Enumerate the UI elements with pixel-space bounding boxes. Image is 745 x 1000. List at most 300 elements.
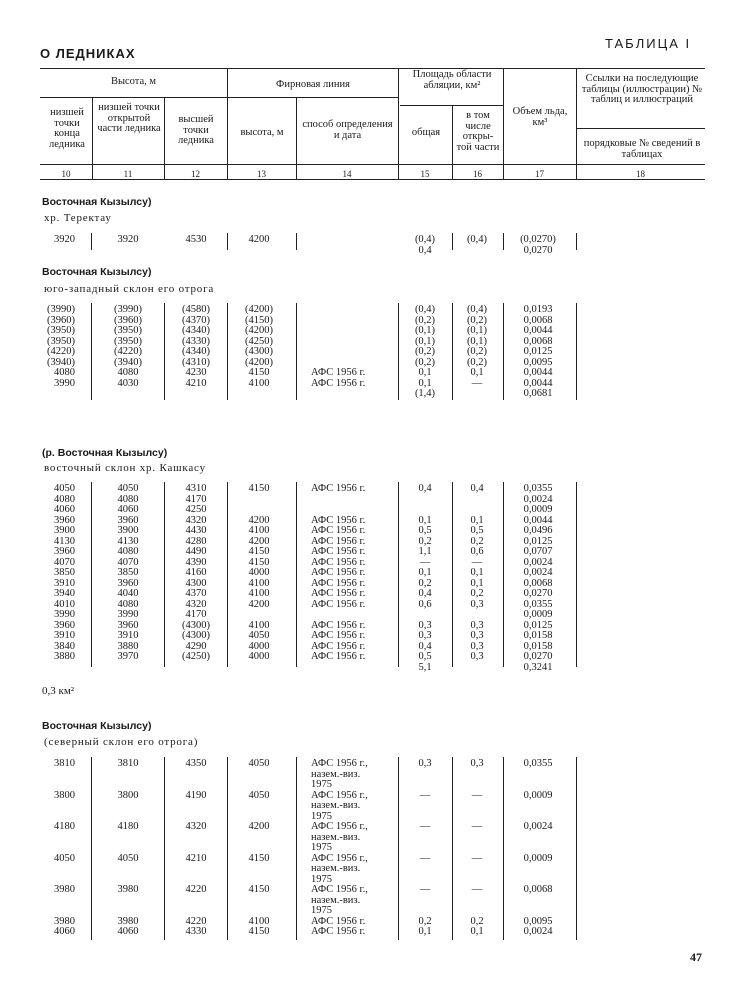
page-title: О ЛЕДНИКАХ — [40, 46, 136, 61]
table-row — [0, 759, 745, 769]
cell-firn-method: АФС 1956 г., — [311, 884, 368, 895]
table-row — [0, 505, 745, 515]
cell-high-point-height: 4250 — [185, 504, 207, 515]
cell-firn-height: 4150 — [248, 546, 270, 557]
body-divider — [227, 482, 228, 667]
cell-low-open-height: 4080 — [117, 367, 139, 378]
body-divider — [296, 233, 297, 250]
cell-ablation-area-open: (0,2) — [466, 346, 488, 357]
cell-low-end-height: 3960 — [54, 546, 75, 557]
cell-ablation-area-open: 0,2 — [470, 535, 484, 547]
cell-low-end-height: 4060 — [54, 926, 75, 937]
cell-firn-method: назем.-виз. — [311, 800, 361, 811]
cell-firn-method: назем.-виз. — [311, 831, 361, 843]
body-divider — [227, 757, 228, 940]
cell-ablation-area-open: 0,3 — [470, 640, 484, 652]
body-divider — [296, 757, 297, 940]
cell-high-point-height: 4320 — [185, 821, 207, 832]
table-row — [0, 368, 745, 378]
cell-low-end-height: 3960 — [54, 514, 75, 526]
cell-firn-method: АФС 1956 г. — [311, 915, 366, 927]
cell-high-point-height: 4350 — [185, 758, 207, 769]
cell-firn-method: АФС 1956 г. — [311, 619, 366, 631]
cell-low-open-height: 3960 — [117, 514, 139, 526]
cell-ice-volume: 0,0068 — [523, 335, 553, 347]
cell-ice-volume: 0,0009 — [523, 789, 553, 801]
body-divider — [164, 482, 165, 667]
section-subtitle: (северный склон его отрога) — [44, 736, 199, 748]
table-row — [0, 885, 745, 895]
cell-low-open-height: 3920 — [117, 234, 139, 245]
table-row — [0, 780, 745, 790]
cell-high-point-height: 4530 — [185, 234, 207, 245]
cell-high-point-height: 4280 — [185, 535, 207, 547]
cell-ablation-area-open: — — [471, 556, 483, 568]
cell-low-end-height: 3850 — [54, 567, 75, 578]
cell-ice-volume: 0,0044 — [523, 325, 553, 336]
table-row — [0, 568, 745, 578]
cell-low-end-height: 3880 — [54, 651, 75, 662]
cell-ablation-area-open: 0,3 — [470, 651, 484, 662]
cell-ablation-area-open: 0,3 — [470, 758, 484, 769]
table-row — [0, 337, 745, 347]
cell-ablation-area-total: 0,4 — [418, 483, 432, 494]
table-row — [0, 316, 745, 326]
cell-high-point-height: 4320 — [185, 514, 207, 526]
cell-ice-volume: 0,0270 — [523, 244, 553, 256]
cell-firn-method: назем.-виз. — [311, 894, 361, 906]
table-row — [0, 347, 745, 357]
cell-ablation-area-total: 0,5 — [418, 525, 432, 536]
cell-firn-height: 4200 — [248, 514, 270, 526]
table-row — [0, 235, 745, 245]
cell-ablation-area-total: 0,1 — [418, 926, 432, 937]
cell-firn-height: 4100 — [248, 588, 270, 599]
colnum-10: 10 — [61, 169, 71, 179]
header-col-13: высота, м — [240, 127, 284, 138]
cell-low-end-height: 3980 — [54, 915, 75, 927]
cell-ablation-area-open: — — [471, 821, 483, 832]
table-row — [0, 854, 745, 864]
cell-ablation-area-open: (0,4) — [466, 234, 488, 245]
header-col-11: низшей точки открытой части ледника — [97, 102, 161, 134]
cell-high-point-height: (4310) — [182, 356, 210, 368]
cell-high-point-height: 4170 — [185, 609, 207, 620]
body-divider — [398, 757, 399, 940]
cell-firn-height: 4050 — [248, 789, 270, 801]
header-group-area: Площадь области абляции, км² — [412, 69, 492, 91]
table-label: ТАБЛИЦА I — [605, 36, 692, 51]
cell-ablation-area-open: 0,4 — [470, 483, 484, 494]
cell-firn-height: 4100 — [248, 915, 270, 927]
cell-firn-method: АФС 1956 г. — [311, 377, 366, 389]
cell-firn-method: АФС 1956 г. — [311, 367, 366, 378]
cell-ice-volume: 0,0009 — [523, 852, 553, 864]
cell-low-end-height: 4010 — [54, 598, 75, 610]
body-divider — [576, 233, 577, 250]
cell-high-point-height: (4300) — [182, 619, 210, 631]
table-row — [0, 642, 745, 652]
cell-firn-height: 4100 — [248, 377, 270, 389]
cell-ablation-area-open: 0,5 — [470, 525, 484, 536]
body-divider — [91, 757, 92, 940]
cell-ablation-area-total: 0,5 — [418, 651, 432, 662]
cell-firn-height: 4200 — [248, 234, 270, 245]
cell-firn-height: 4150 — [248, 367, 270, 378]
cell-ice-volume: 0,0024 — [523, 493, 553, 505]
cell-ablation-area-total: 0,1 — [418, 514, 432, 526]
cell-low-end-height: 4070 — [54, 556, 75, 568]
cell-ablation-area-total: (0,2) — [414, 314, 436, 326]
cell-low-open-height: 4130 — [117, 535, 139, 547]
table-row — [0, 305, 745, 315]
header-col-18: порядковые № сведений в таблицах — [583, 138, 701, 160]
cell-low-open-height: 4080 — [117, 493, 139, 505]
colnum-11: 11 — [123, 169, 133, 179]
cell-low-end-height: 4130 — [54, 535, 75, 547]
table-row — [0, 495, 745, 505]
cell-low-end-height: 3980 — [54, 884, 75, 895]
body-divider — [164, 757, 165, 940]
table-row — [0, 652, 745, 662]
table-row — [0, 791, 745, 801]
cell-low-open-height: 3850 — [117, 567, 139, 578]
colnum-15: 15 — [420, 169, 430, 179]
table-row — [0, 246, 745, 256]
body-divider — [452, 233, 453, 250]
header-top-rule — [40, 68, 705, 69]
body-divider — [227, 303, 228, 400]
cell-low-open-height: 4060 — [117, 926, 139, 937]
cell-low-end-height: (3990) — [47, 304, 75, 315]
body-divider — [503, 757, 504, 940]
body-divider — [227, 233, 228, 250]
cell-ablation-area-open: (0,1) — [466, 325, 488, 336]
cell-firn-method: АФС 1956 г. — [311, 640, 366, 652]
cell-ablation-area-open: 0,3 — [470, 619, 484, 631]
cell-ice-volume: 0,0009 — [523, 609, 553, 620]
cell-high-point-height: 4210 — [185, 377, 207, 389]
table-row — [0, 484, 745, 494]
cell-low-end-height: 3800 — [54, 789, 75, 801]
cell-high-point-height: 4370 — [185, 588, 207, 599]
cell-high-point-height: 4220 — [185, 884, 207, 895]
cell-firn-height: 4150 — [248, 556, 270, 568]
table-row — [0, 600, 745, 610]
colnum-18: 18 — [636, 169, 645, 179]
section-title: Восточная Кызылсу) — [42, 266, 152, 278]
cell-firn-method: 1975 — [311, 873, 332, 885]
cell-firn-height: 4150 — [248, 852, 270, 864]
cell-ablation-area-total: 0,4 — [418, 588, 432, 599]
table-row — [0, 631, 745, 641]
cell-ablation-area-total: — — [419, 852, 431, 864]
cell-ablation-area-open: 0,2 — [470, 588, 484, 599]
header-col-12: высшей точки ледника — [178, 114, 214, 146]
table-row — [0, 864, 745, 874]
cell-low-end-height: (4220) — [47, 346, 75, 357]
header-divider — [296, 97, 297, 179]
cell-ablation-area-open: — — [471, 884, 483, 895]
table-row — [0, 843, 745, 853]
cell-low-open-height: (3950) — [114, 335, 142, 347]
cell-ablation-area-total: 0,2 — [418, 535, 432, 547]
cell-ablation-area-open: — — [471, 377, 483, 389]
cell-ice-volume: 0,0681 — [523, 388, 553, 399]
table-row — [0, 389, 745, 399]
cell-firn-method: 1975 — [311, 842, 332, 853]
table-row — [0, 822, 745, 832]
cell-low-end-height: (3950) — [47, 325, 75, 336]
cell-high-point-height: (4300) — [182, 630, 210, 641]
cell-ablation-area-total: (0,1) — [414, 335, 436, 347]
cell-ablation-area-total: 0,2 — [418, 915, 432, 927]
table-row — [0, 516, 745, 526]
cell-ablation-area-open: 0,1 — [470, 577, 484, 589]
header-col-14: способ определения и дата — [302, 119, 393, 141]
header-col-17: Объем льда, км³ — [512, 106, 568, 128]
cell-ablation-area-total: — — [419, 821, 431, 832]
header-col-16: в том числе откры- той части — [456, 110, 500, 153]
table-row — [0, 537, 745, 547]
cell-ablation-area-open: (0,2) — [466, 314, 488, 326]
cell-firn-method: 1975 — [311, 779, 332, 790]
cell-low-end-height: 3900 — [54, 525, 75, 536]
cell-high-point-height: (4330) — [182, 335, 210, 347]
cell-firn-method: АФС 1956 г. — [311, 525, 366, 536]
cell-ice-volume: 0,0707 — [523, 546, 553, 557]
cell-firn-height: (4200) — [245, 304, 273, 315]
cell-low-open-height: 3960 — [117, 577, 139, 589]
cell-ablation-area-total: 0,1 — [418, 367, 432, 378]
cell-ablation-area-total: 5,1 — [418, 661, 432, 673]
cell-high-point-height: 4430 — [185, 525, 207, 536]
cell-low-open-height: 3990 — [117, 609, 139, 620]
cell-low-open-height: (3990) — [114, 304, 142, 315]
header-group-firn: Фирновая линия — [276, 79, 350, 90]
header-divider — [398, 68, 399, 179]
cell-ice-volume: 0,0270 — [523, 588, 553, 599]
header-refs-rule — [576, 128, 705, 129]
cell-firn-method: 1975 — [311, 810, 332, 822]
cell-ablation-area-open: (0,1) — [466, 335, 488, 347]
cell-firn-height: (4200) — [245, 356, 273, 368]
cell-low-open-height: 4080 — [117, 598, 139, 610]
table-row — [0, 621, 745, 631]
section-title: Восточная Кызылсу) — [42, 720, 152, 732]
cell-ice-volume: 0,0095 — [523, 915, 553, 927]
body-divider — [164, 303, 165, 400]
header-divider — [576, 68, 577, 179]
cell-ice-volume: 0,0158 — [523, 640, 553, 652]
table-row — [0, 833, 745, 843]
cell-ablation-area-open: 0,6 — [470, 546, 484, 557]
cell-low-open-height: 3960 — [117, 619, 139, 631]
table-row — [0, 927, 745, 937]
body-divider — [452, 757, 453, 940]
page-number: 47 — [690, 950, 702, 964]
header-bottom-rule — [40, 164, 705, 165]
cell-low-open-height: (3940) — [114, 356, 142, 368]
table-row — [0, 526, 745, 536]
cell-firn-height: 4150 — [248, 884, 270, 895]
cell-ablation-area-open: 0,2 — [470, 915, 484, 927]
cell-low-end-height: 4180 — [54, 821, 75, 832]
cell-low-open-height: 4040 — [117, 588, 139, 599]
cell-high-point-height: 4290 — [185, 640, 207, 652]
table-row — [0, 558, 745, 568]
cell-low-end-height: (3960) — [47, 314, 75, 326]
cell-ice-volume: 0,0270 — [523, 651, 553, 662]
cell-firn-height: 4150 — [248, 483, 270, 494]
cell-low-end-height: 3960 — [54, 619, 75, 631]
cell-low-open-height: 3880 — [117, 640, 139, 652]
cell-firn-method: АФС 1956 г., — [311, 789, 368, 801]
cell-firn-height: 4100 — [248, 577, 270, 589]
body-divider — [452, 303, 453, 400]
header-divider — [164, 97, 165, 179]
body-divider — [503, 303, 504, 400]
header-col-15: общая — [411, 127, 441, 138]
cell-firn-method: 1975 — [311, 905, 332, 916]
cell-low-end-height: 3990 — [54, 377, 75, 389]
cell-ice-volume: 0,0193 — [523, 304, 553, 315]
cell-ablation-area-total: — — [419, 556, 431, 568]
cell-firn-method: АФС 1956 г. — [311, 567, 366, 578]
cell-low-open-height: (4220) — [114, 346, 142, 357]
cell-firn-method: АФС 1956 г. — [311, 546, 366, 557]
table-row — [0, 358, 745, 368]
cell-ice-volume: 0,0044 — [523, 367, 553, 378]
cell-firn-height: 4050 — [248, 758, 270, 769]
cell-low-open-height: 3970 — [117, 651, 139, 662]
cell-firn-method: АФС 1956 г. — [311, 514, 366, 526]
cell-high-point-height: 4300 — [185, 577, 207, 589]
colnum-12: 12 — [191, 169, 200, 179]
section-title: Восточная Кызылсу) — [42, 196, 152, 208]
cell-high-point-height: 4390 — [185, 556, 207, 568]
table-row — [0, 379, 745, 389]
header-divider — [452, 105, 453, 179]
table-row — [0, 812, 745, 822]
cell-ice-volume: 0,0095 — [523, 356, 553, 368]
body-divider — [576, 303, 577, 400]
cell-ice-volume: 0,0009 — [523, 504, 553, 515]
cell-high-point-height: 4160 — [185, 567, 207, 578]
cell-ice-volume: 0,0125 — [523, 535, 553, 547]
cell-low-end-height: 3990 — [54, 609, 75, 620]
cell-firn-height: 4000 — [248, 567, 270, 578]
cell-ice-volume: 0,0158 — [523, 630, 553, 641]
cell-ablation-area-total: (1,4) — [414, 388, 436, 399]
cell-ice-volume: 0,0068 — [523, 577, 553, 589]
cell-ablation-area-open: 0,1 — [470, 514, 484, 526]
cell-ablation-area-total: 0,4 — [418, 640, 432, 652]
cell-ice-volume: 0,3241 — [523, 661, 553, 673]
cell-ice-volume: 0,0355 — [523, 598, 553, 610]
cell-ablation-area-total: (0,2) — [414, 356, 436, 368]
cell-high-point-height: 4320 — [185, 598, 207, 610]
cell-ice-volume: 0,0496 — [523, 525, 553, 536]
cell-low-open-height: 4050 — [117, 483, 139, 494]
cell-ice-volume: (0,0270) — [520, 234, 556, 245]
cell-ice-volume: 0,0044 — [523, 377, 553, 389]
header-col-10: низшей точки конца ледника — [49, 107, 85, 150]
cell-low-open-height: 4030 — [117, 377, 139, 389]
cell-ice-volume: 0,0125 — [523, 619, 553, 631]
cell-low-open-height: (3950) — [114, 325, 142, 336]
cell-high-point-height: 4310 — [185, 483, 207, 494]
cell-high-point-height: 4490 — [185, 546, 207, 557]
cell-firn-height: 4000 — [248, 640, 270, 652]
cell-firn-height: 4150 — [248, 926, 270, 937]
cell-ablation-area-total: 0,3 — [418, 630, 432, 641]
cell-low-end-height: 4050 — [54, 483, 75, 494]
cell-ablation-area-total: 0,1 — [418, 567, 432, 578]
cell-ablation-area-total: 0,6 — [418, 598, 432, 610]
cell-low-end-height: 4080 — [54, 493, 75, 505]
cell-low-open-height: 4180 — [117, 821, 139, 832]
cell-low-open-height: 4080 — [117, 546, 139, 557]
body-divider — [503, 233, 504, 250]
colnum-bottom-rule — [40, 179, 705, 180]
cell-high-point-height: 4170 — [185, 493, 207, 505]
body-divider — [91, 303, 92, 400]
cell-ablation-area-total: — — [419, 884, 431, 895]
table-row — [0, 875, 745, 885]
cell-ablation-area-open: — — [471, 852, 483, 864]
cell-ablation-area-total: (0,1) — [414, 325, 436, 336]
cell-low-end-height: 3910 — [54, 630, 75, 641]
cell-low-end-height: (3940) — [47, 356, 75, 368]
cell-ablation-area-open: (0,2) — [466, 356, 488, 368]
colnum-17: 17 — [535, 169, 544, 179]
cell-ice-volume: 0,0024 — [523, 926, 553, 937]
cell-firn-height: 4200 — [248, 821, 270, 832]
cell-firn-height: (4250) — [245, 335, 273, 347]
cell-low-open-height: 3980 — [117, 915, 139, 927]
cell-low-open-height: 4050 — [117, 852, 139, 864]
cell-ablation-area-open: — — [471, 789, 483, 801]
cell-ablation-area-total: (0,2) — [414, 346, 436, 357]
table-row — [0, 917, 745, 927]
table-row — [0, 579, 745, 589]
cell-ice-volume: 0,0044 — [523, 514, 553, 526]
table-row — [0, 547, 745, 557]
cell-firn-method: АФС 1956 г. — [311, 926, 366, 937]
cell-ablation-area-total: 1,1 — [418, 546, 432, 557]
cell-low-end-height: 3840 — [54, 640, 75, 652]
cell-ice-volume: 0,0024 — [523, 821, 553, 832]
colnum-14: 14 — [342, 169, 352, 179]
colnum-13: 13 — [257, 169, 266, 179]
cell-high-point-height: (4250) — [182, 651, 210, 662]
table-row — [0, 663, 745, 673]
cell-firn-method: АФС 1956 г. — [311, 577, 366, 589]
cell-low-end-height: 4060 — [54, 504, 75, 515]
cell-ablation-area-open: 0,1 — [470, 926, 484, 937]
cell-ablation-area-total: — — [419, 789, 431, 801]
cell-firn-method: АФС 1956 г. — [311, 556, 366, 568]
cell-low-end-height: 3910 — [54, 577, 75, 589]
table-row — [0, 589, 745, 599]
header-divider — [503, 68, 504, 179]
cell-firn-height: (4150) — [245, 314, 273, 326]
cell-ablation-area-total: 0,2 — [418, 577, 432, 589]
cell-ablation-area-total: 0,3 — [418, 619, 432, 631]
cell-low-open-height: 3980 — [117, 884, 139, 895]
cell-ablation-area-open: 0,3 — [470, 630, 484, 641]
